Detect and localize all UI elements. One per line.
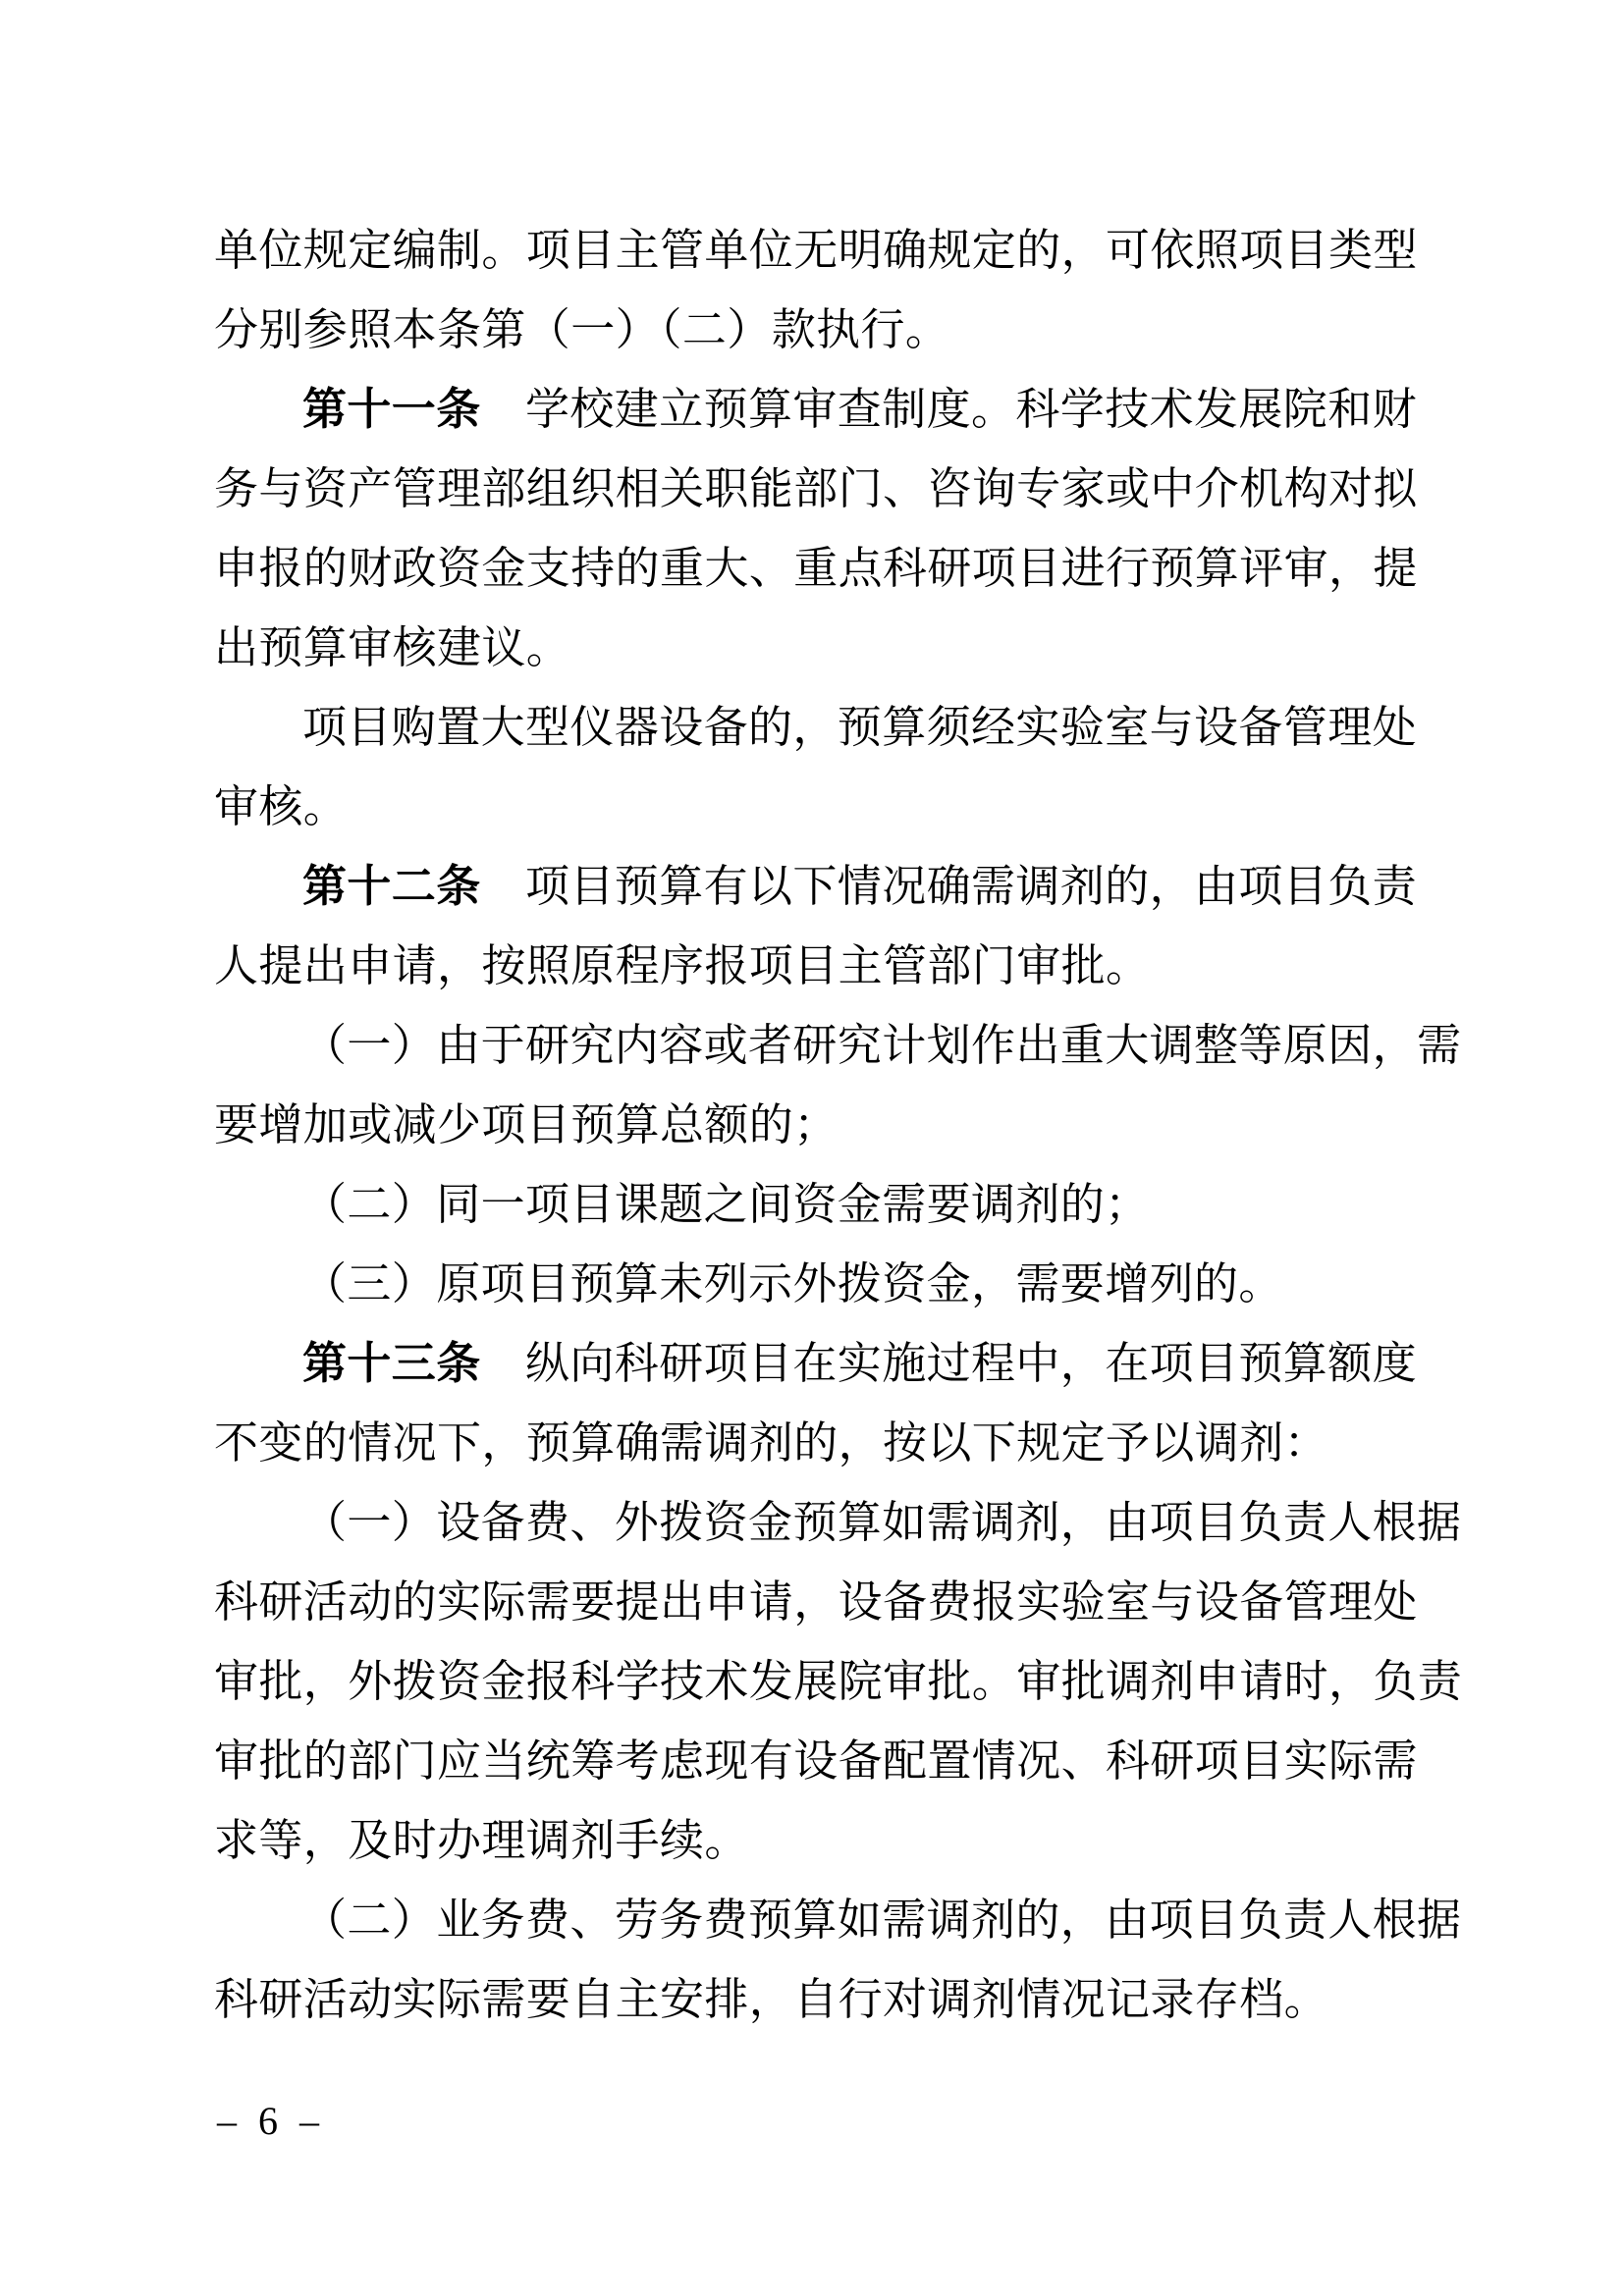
text-line	[214, 1801, 1422, 1881]
text-line	[214, 211, 1422, 291]
line-text: 出预算审核建议。	[214, 623, 571, 672]
text-line	[214, 609, 1422, 688]
text-line	[214, 1086, 1422, 1165]
text-line	[214, 1563, 1422, 1642]
line-text: 求等，及时办理调剂手续。	[214, 1816, 749, 1865]
text-line	[214, 1881, 1462, 1960]
article-heading: 第十三条	[302, 1339, 481, 1388]
line-text: 项目购置大型仪器设备的，预算须经实验室与设备管理处	[302, 703, 1418, 752]
line-text: 审核。	[214, 782, 349, 831]
text-line	[214, 529, 1422, 609]
line-text: 项目预算有以下情况确需调剂的，由项目负责	[480, 862, 1418, 911]
line-text: （二）同一项目课题之间资金需要调剂的；	[302, 1180, 1150, 1229]
text-line	[214, 927, 1422, 1006]
text-line	[214, 847, 1422, 927]
line-text: 审批，外拨资金报科学技术发展院审批。审批调剂申请时，负责	[214, 1657, 1463, 1706]
text-line	[214, 1245, 1422, 1324]
text-line	[214, 370, 1422, 450]
text-line	[214, 450, 1422, 529]
text-line	[214, 768, 1422, 847]
text-line	[214, 291, 1422, 370]
line-text: 务与资产管理部组织相关职能部门、咨询专家或中介机构对拟	[214, 464, 1418, 513]
line-text: 申报的财政资金支持的重大、重点科研项目进行预算评审，提	[214, 544, 1418, 593]
article-heading: 第十一条	[302, 385, 481, 434]
text-line	[214, 1722, 1422, 1801]
text-line	[214, 1483, 1462, 1563]
article-heading: 第十二条	[302, 862, 481, 911]
line-text: 学校建立预算审查制度。科学技术发展院和财	[480, 385, 1418, 434]
line-text: 分别参照本条第（一）（二）款执行。	[214, 305, 950, 354]
line-text: 科研活动的实际需要提出申请，设备费报实验室与设备管理处	[214, 1577, 1418, 1627]
line-text: 单位规定编制。项目主管单位无明确规定的，可依照项目类型	[214, 226, 1418, 275]
text-line	[214, 1006, 1462, 1086]
document-body	[214, 211, 1463, 2040]
line-text: 人提出申请，按照原程序报项目主管部门审批。	[214, 941, 1151, 990]
line-text: （一）由于研究内容或者研究计划作出重大调整等原因，需	[302, 1021, 1462, 1070]
line-text: （二）业务费、劳务费预算如需调剂的，由项目负责人根据	[302, 1896, 1462, 1945]
line-text: 审批的部门应当统筹考虑现有设备配置情况、科研项目实际需	[214, 1736, 1418, 1786]
line-text: （一）设备费、外拨资金预算如需调剂，由项目负责人根据	[302, 1498, 1462, 1547]
text-line	[214, 1165, 1422, 1245]
text-line	[214, 1642, 1463, 1722]
line-text: 要增加或减少项目预算总额的；	[214, 1100, 839, 1149]
line-text: 科研活动实际需要自主安排，自行对调剂情况记录存档。	[214, 1975, 1329, 2024]
line-text: 纵向科研项目在实施过程中，在项目预算额度	[480, 1339, 1418, 1388]
text-line	[214, 1404, 1422, 1483]
line-text: （三）原项目预算未列示外拨资金，需要增列的。	[302, 1259, 1283, 1308]
text-line	[214, 1960, 1422, 2040]
page-number: – 6 –	[217, 2099, 325, 2143]
line-text: 不变的情况下，预算确需调剂的，按以下规定予以调剂：	[214, 1418, 1329, 1468]
text-line	[214, 1324, 1422, 1404]
text-line	[214, 688, 1422, 768]
